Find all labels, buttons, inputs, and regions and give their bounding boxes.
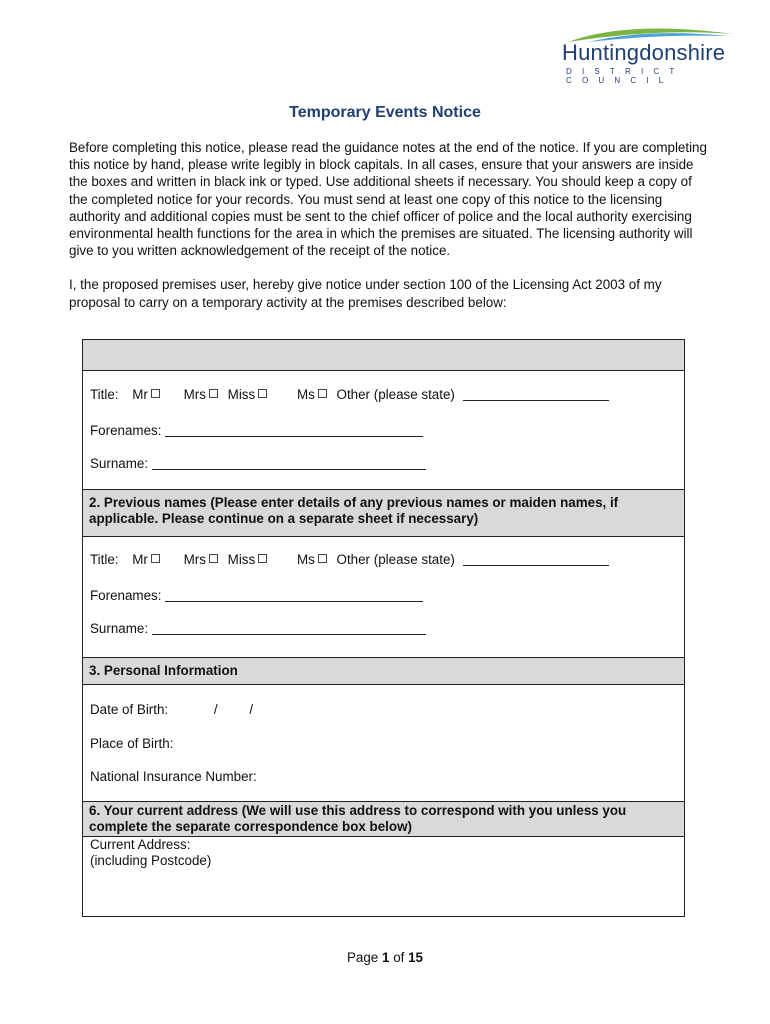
intro-paragraph-2: I, the proposed premises user, hereby give notice under section 100 of the Licensing Act 2003 of my proposal to carry on a temporary activity at the premises described below: [69, 277, 662, 310]
ms-label: Ms [296, 552, 315, 567]
surname-field[interactable] [152, 633, 426, 635]
other-label: Other (please state) [336, 387, 455, 402]
address-hint: (including Postcode) [90, 853, 212, 868]
miss-label: Miss [227, 552, 256, 567]
mrs-checkbox[interactable] [209, 389, 218, 398]
mrs-checkbox[interactable] [209, 554, 218, 563]
ms-checkbox[interactable] [318, 554, 327, 563]
page-prefix: Page [346, 950, 379, 965]
forenames-label: Forenames: [90, 588, 162, 603]
section1-title-row [90, 387, 609, 402]
section2-forenames-row [90, 588, 423, 603]
section1-forenames-row [90, 423, 423, 438]
logo-name: Huntingdonshire [562, 40, 726, 65]
dob-row [90, 702, 253, 717]
page-total: 15 [408, 950, 423, 965]
miss-checkbox[interactable] [258, 554, 267, 563]
intro-text [69, 139, 709, 311]
pob-row [90, 736, 173, 751]
intro-paragraph-1: Before completing this notice, please read the guidance notes at the end of the notice. If you are completing this notice by hand, please write legibly in block capitals. In all cases, ensure that your answers are inside the boxes and written in black ink or typed. Use additional sheets if necessary. You should keep a copy of the completed notice for your records. You must send at least one copy of this notice to the licensing authority and additional copies must be sent to the chief officer of police and the local authority exercising environmental health functions for the area in which the premises are situated. The licensing authority will give to you written acknowledgement of the receipt of the notice. [69, 140, 707, 259]
title-label: Title: [90, 387, 119, 402]
section6-heading: 6. Your current address (We will use this address to correspond with you unless you complete the separate correspondence box below) [83, 801, 684, 837]
ms-label: Ms [296, 387, 315, 402]
address-row [90, 837, 211, 869]
section3-heading: 3. Personal Information [83, 657, 684, 685]
other-label: Other (please state) [336, 552, 455, 567]
mr-checkbox[interactable] [151, 554, 160, 563]
other-field[interactable] [463, 399, 609, 401]
ni-label: National Insurance Number: [90, 769, 257, 784]
dob-separator: / [213, 702, 218, 717]
miss-label: Miss [227, 387, 256, 402]
surname-field[interactable] [152, 468, 426, 470]
other-field[interactable] [463, 564, 609, 566]
section2-title-row [90, 552, 609, 567]
section2-heading: 2. Previous names (Please enter details of any previous names or maiden names, if applicable. Please continue on a separate sheet if necessary) [83, 489, 684, 537]
surname-label: Surname: [90, 456, 149, 471]
ms-checkbox[interactable] [318, 389, 327, 398]
section2-surname-row [90, 621, 426, 636]
dob-separator: / [249, 702, 254, 717]
address-label: Current Address: [90, 837, 191, 852]
page-number: 1 [382, 950, 390, 965]
page-of: of [393, 950, 405, 965]
title-label: Title: [90, 552, 119, 567]
dob-label: Date of Birth: [90, 702, 169, 717]
ni-row [90, 769, 257, 784]
mr-label: Mr [132, 387, 148, 402]
surname-label: Surname: [90, 621, 149, 636]
section1-surname-row [90, 456, 426, 471]
address-field[interactable] [243, 840, 674, 908]
logo-subtitle: DISTRICT COUNCIL [566, 67, 685, 85]
forenames-label: Forenames: [90, 423, 162, 438]
council-logo [548, 22, 748, 85]
section1-heading [83, 340, 684, 371]
mrs-label: Mrs [183, 387, 206, 402]
forenames-field[interactable] [165, 600, 423, 602]
page-title: Temporary Events Notice [289, 104, 481, 121]
mrs-label: Mrs [183, 552, 206, 567]
mr-checkbox[interactable] [151, 389, 160, 398]
forenames-field[interactable] [165, 435, 423, 437]
miss-checkbox[interactable] [258, 389, 267, 398]
notice-form [82, 339, 685, 917]
page-footer [0, 950, 770, 965]
mr-label: Mr [132, 552, 148, 567]
pob-label: Place of Birth: [90, 736, 174, 751]
